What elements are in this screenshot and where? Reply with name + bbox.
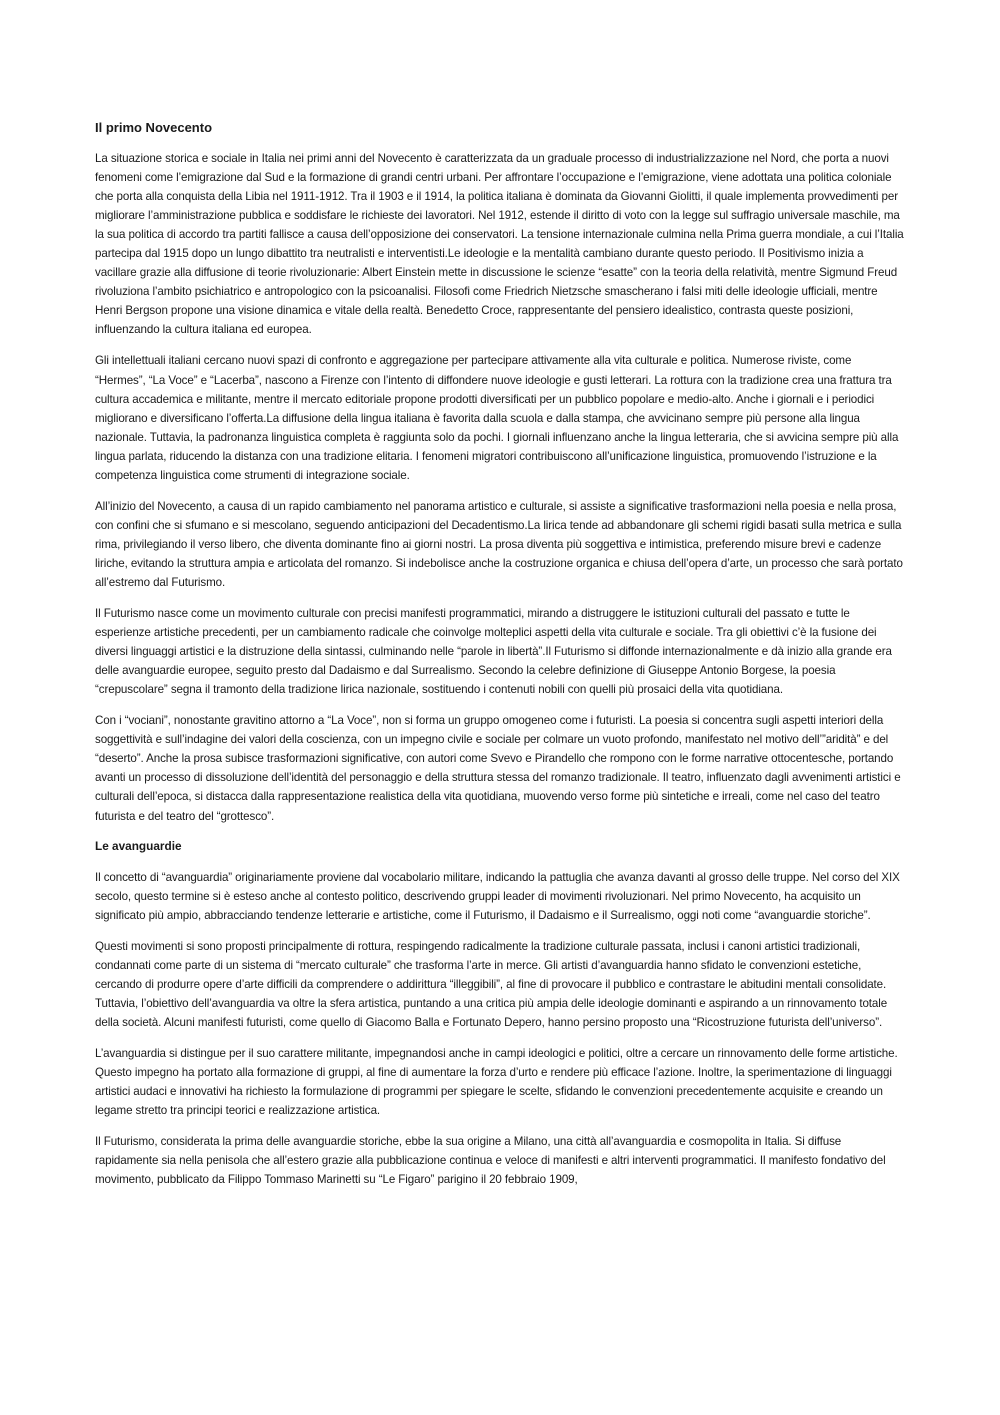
paragraph: Gli intellettuali italiani cercano nuovi spazi di confronto e aggregazione per partecipare attivamente alla vita culturale e politica. Numerose riviste, come “Hermes”, “La Voce” e “Lacerba”, nascono a Firenze con l’intento di diffondere nuove ideologie e gusti letterari. La rottura con la tradizione crea una frattura tra cultura accademica e militante, mentre il mercato editoriale propone prodotti diversificati per un pubblico popolare e medio-alto. Anche i giornali e i periodici migliorano e diversificano l’offerta.La diffusione della lingua italiana è favorita dalla scuola e dalla stampa, che avvicinano sempre più persone alla lingua nazionale. Tuttavia, la padronanza linguistica completa è raggiunta solo da pochi. I giornali influenzano anche la lingua letteraria, che si avvicina sempre più alla lingua parlata, riducendo la distanza con una tradizione elitaria. I fenomeni migratori contribuiscono all’unificazione linguistica, promuovendo l’istruzione e la competenza linguistica come strumenti di integrazione sociale. [95,354,899,482]
paragraph: Il Futurismo, considerata la prima delle avanguardie storiche, ebbe la sua origine a Milano, una città all’avanguardia e cosmopolita in Italia. Si diffuse rapidamente sia nella penisola che all’estero grazie alla pubblicazione continua e veloce di manifesti e altri interventi programmatici. Il manifesto fondativo del movimento, pubblicato da Filippo Tommaso Marinetti su “Le Figaro” parigino il 20 febbraio 1909, [95,1135,886,1187]
paragraph: Con i “vociani”, nonostante gravitino attorno a “La Voce”, non si forma un gruppo omogeneo come i futuristi. La poesia si concentra sugli aspetti interiori della soggettività e sull’indagine dei valori della coscienza, con un impegno civile e sociale per colmare un vuoto profondo, manifestato nel motivo dell’”aridità” e del “deserto”. Anche la prosa subisce trasformazioni significative, con autori come Svevo e Pirandello che rompono con le forme narrative ottocentesche, portando avanti un processo di dissoluzione dell’identità del personaggio e della struttura stessa del romanzo tradizionale. Il teatro, influenzato dagli avvenimenti artistici e culturali dell’epoca, si distacca dalla rappresentazione realistica della vita quotidiana, muovendo verso forme più sintetiche e irreali, come nel caso del teatro futurista e del teatro del “grottesco”. [95,714,901,823]
document-page [95,118,905,1201]
paragraph: Questi movimenti si sono proposti principalmente di rottura, respingendo radicalmente la tradizione culturale passata, inclusi i canoni artistici tradizionali, condannati come parte di un sistema di “mercato culturale” che trasforma l’arte in merce. Gli artisti d’avanguardia hanno sfidato le convenzioni estetiche, cercando di produrre opere d’arte difficili da comprendere o addirittura “illeggibili”, al fine di provocare il pubblico e contrastare le abitudini mentali consolidate. Tuttavia, l’obiettivo dell’avanguardia va oltre la sfera artistica, puntando a una critica più ampia delle ideologie dominanti e aspirando a un rinnovamento totale della società. Alcuni manifesti futuristi, come quello di Giacomo Balla e Fortunato Depero, hanno persino proposto una “Ricostruzione futurista dell’universo”. [95,939,888,1029]
paragraph: La situazione storica e sociale in Italia nei primi anni del Novecento è caratterizzata da un graduale processo di industrializzazione nel Nord, che porta a nuovi fenomeni come l’emigrazione dal Sud e la formazione di grandi centri urbani. Per affrontare l’occupazione e l’emigrazione, viene adottata una politica coloniale che porta alla conquista della Libia nel 1911-1912. Tra il 1903 e il 1914, la politica italiana è dominata da Giovanni Giolitti, il quale implementa provvedimenti per migliorare l’amministrazione pubblica e soddisfare le richieste dei lavoratori. Nel 1912, estende il diritto di voto con la legge sul suffragio universale maschile, ma la sua politica di accordo tra partiti fallisce a causa dell’opposizione dei conservatori. La tensione internazionale culmina nella Prima guerra mondiale, a cui l’Italia partecipa dal 1915 dopo un lungo dibattito tra neutralisti e interventisti.Le ideologie e la mentalità cambiano durante questo periodo. Il Positivismo inizia a vacillare grazie alla diffusione di teorie rivoluzionarie: Albert Einstein mette in discussione le scienze “esatte” con la teoria della relatività, mentre Sigmund Freud rivoluziona l’ambito psichiatrico e antropologico con la psicoanalisi. Filosofi come Friedrich Nietzsche smascherano i falsi miti delle ideologie ufficiali, mentre Henri Bergson propone una visione dinamica e vitale della realtà. Benedetto Croce, rappresentante del pensiero idealistico, contrasta queste posizioni, influenzando la cultura italiana ed europea. [95,152,904,337]
section-heading: Le avanguardie [95,838,182,853]
document-title: Il primo Novecento [95,120,213,135]
paragraph: Il Futurismo nasce come un movimento culturale con precisi manifesti programmatici, mirando a distruggere le istituzioni culturali del passato e tutte le esperienze artistiche precedenti, per un cambiamento radicale che coinvolge molteplici aspetti della vita culturale e sociale. Tra gli obiettivi c’è la fusione dei diversi linguaggi artistici e la distruzione della sintassi, culminando nelle “parole in libertà”.Il Futurismo si diffonde internazionalmente e dà inizio alla grande era delle avanguardie europee, seguito presto dal Dadaismo e dal Surrealismo. Secondo la celebre definizione di Giuseppe Antonio Borgese, la poesia “crepuscolare” segna il tramonto della tradizione lirica nazionale, sostituendo i contenuti nobili con quelli più prosaici della vita quotidiana. [95,607,892,697]
paragraph: L’avanguardia si distingue per il suo carattere militante, impegnandosi anche in campi ideologici e politici, oltre a cercare un rinnovamento delle forme artistiche. Questo impegno ha portato alla formazione di gruppi, al fine di aumentare la forza d’urto e rendere più efficace l’azione. Inoltre, la sperimentazione di linguaggi artistici audaci e innovativi ha richiesto la formulazione di programmi per spiegare le scelte, sfidando le convenzioni precedentemente acquisite e creando un legame stretto tra principi teorici e realizzazione artistica. [95,1046,898,1118]
paragraph: All’inizio del Novecento, a causa di un rapido cambiamento nel panorama artistico e culturale, si assiste a significative trasformazioni nella poesia e nella prosa, con confini che si sfumano e si mescolano, seguendo anticipazioni del Decadentismo.La lirica tende ad abbandonare gli schemi rigidi basati sulla metrica e sulla rima, privilegiando il verso libero, che diventa dominante fino ai giorni nostri. La prosa diventa più soggettiva e intimistica, preferendo misure brevi e cadenze liriche, evitando la struttura ampia e articolata del romanzo. Si indebolisce anche la costruzione organica e chiusa dell’opera d’arte, un processo che sarà portato all’estremo dal Futurismo. [95,499,903,589]
paragraph: Il concetto di “avanguardia” originariamente proviene dal vocabolario militare, indicando la pattuglia che avanza davanti al grosso delle truppe. Nel corso del XIX secolo, questo termine si è esteso anche al contesto politico, descrivendo gruppi leader di movimenti rivoluzionari. Nel primo Novecento, ha acquisito un significato più ampio, abbracciando tendenze letterarie e artistiche, come il Futurismo, il Dadaismo e il Surrealismo, oggi noti come “avanguardie storiche”. [95,870,900,922]
